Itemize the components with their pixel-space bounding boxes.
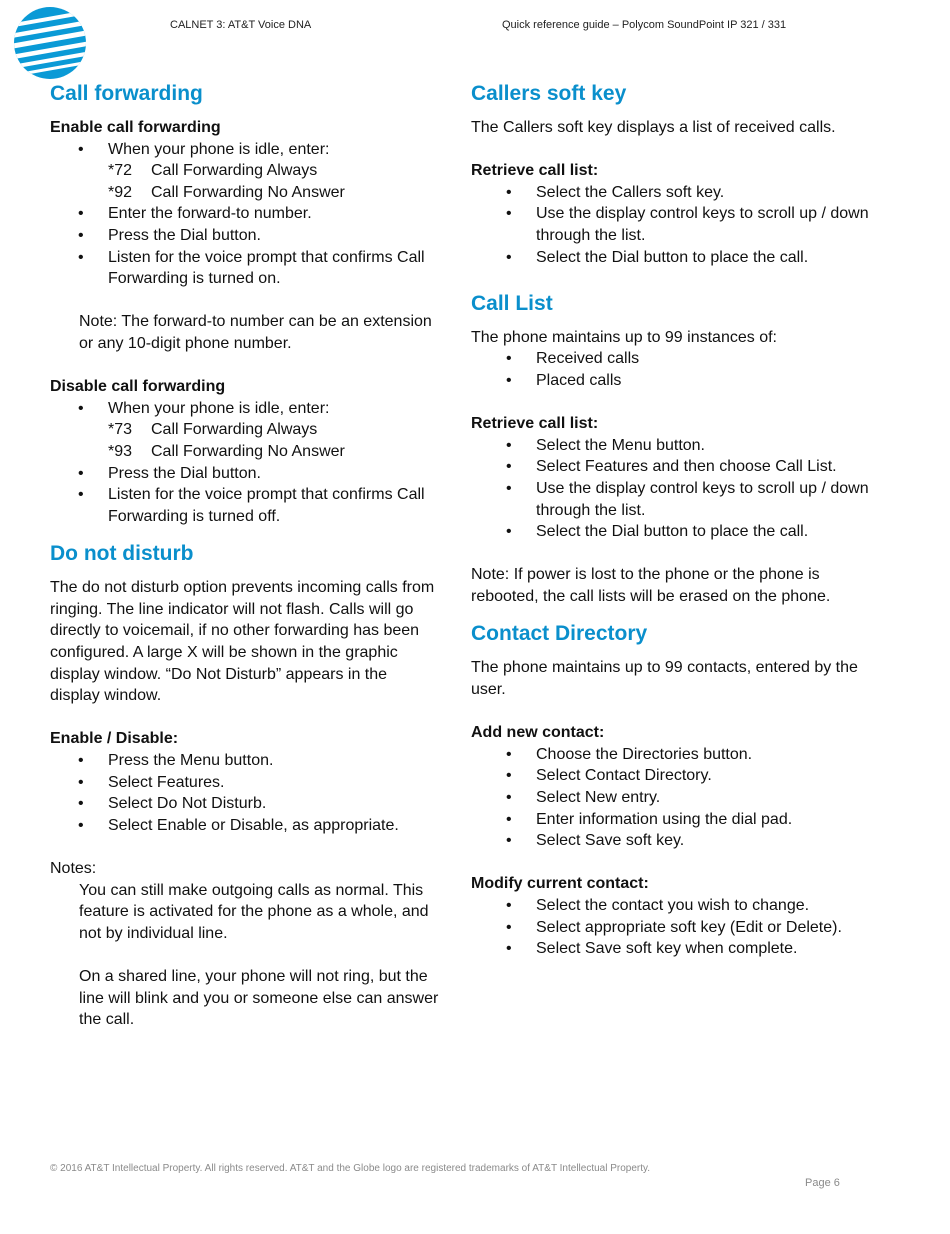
page-number: Page 6	[805, 1177, 840, 1189]
retrieve-call-list-heading: Retrieve call list:	[471, 415, 599, 433]
left-column	[50, 80, 440, 1031]
list-item: • Press the Dial button.	[50, 463, 440, 485]
att-globe-logo	[12, 6, 88, 80]
feature-code-row	[108, 160, 440, 182]
list-item: • Select Contact Directory.	[471, 765, 891, 787]
forwarding-note: Note: The forward-to number can be an extension or any 10-digit phone number.	[79, 313, 432, 352]
dnd-note-outgoing: You can still make outgoing calls as normal. This feature is activated for the phone as a whole, and not by individual line.	[79, 881, 429, 942]
enable-forwarding-list	[50, 139, 440, 290]
idle-instruction: • When your phone is idle, enter:	[108, 399, 330, 417]
header-document-title: CALNET 3: AT&T Voice DNA	[170, 19, 312, 31]
right-column	[471, 80, 891, 960]
feature-code: *92	[108, 183, 133, 201]
list-item: • Use the display control keys to scroll up / down through the list.	[471, 203, 891, 246]
list-item: • Select Features and then choose Call List.	[471, 456, 891, 478]
list-item: • Select the Menu button.	[471, 435, 891, 457]
list-item: • Select Save soft key when complete.	[471, 938, 891, 960]
callers-description: The Callers soft key displays a list of received calls.	[471, 119, 836, 136]
header-guide-title: Quick reference guide – Polycom SoundPoint IP 321 / 331	[502, 19, 787, 31]
list-item: • Press the Dial button.	[50, 225, 440, 247]
call-list-steps	[471, 435, 891, 543]
list-item: • Placed calls	[471, 370, 891, 392]
list-item: • Listen for the voice prompt that confirms Call Forwarding is turned off.	[50, 484, 440, 527]
list-item: • Received calls	[471, 348, 891, 370]
contact-directory-description: The phone maintains up to 99 contacts, entered by the user.	[471, 659, 858, 699]
add-new-contact-heading: Add new contact:	[471, 724, 605, 742]
feature-code-row	[108, 419, 440, 441]
retrieve-call-list-heading: Retrieve call list:	[471, 162, 599, 180]
feature-code-label: Call Forwarding Always	[151, 421, 318, 439]
call-list-title: Call List	[471, 291, 553, 315]
enable-disable-heading: Enable / Disable:	[50, 730, 179, 748]
enable-call-forwarding-heading: Enable call forwarding	[50, 119, 221, 136]
list-item: • Select appropriate soft key (Edit or Delete).	[471, 917, 891, 939]
call-forwarding-title: Call forwarding	[50, 82, 203, 105]
do-not-disturb-title: Do not disturb	[50, 542, 194, 566]
do-not-disturb-description: The do not disturb option prevents incoming calls from ringing. The line indicator will not flash. Calls will go directly to voicemail, if no other forwarding has been configured. A large X will be shown in the graphic display window. “Do Not Disturb” appears in the display window.	[50, 579, 435, 705]
list-item: • Select the Callers soft key.	[471, 182, 891, 204]
list-item: • Select the contact you wish to change.	[471, 895, 891, 917]
list-item: • Select the Dial button to place the call.	[471, 521, 891, 543]
feature-code: *73	[108, 421, 133, 439]
list-item: • Select New entry.	[471, 787, 891, 809]
feature-code: *72	[108, 162, 133, 180]
callers-soft-key-title: Callers soft key	[471, 82, 627, 105]
feature-code-label: Call Forwarding Always	[151, 162, 318, 180]
contact-directory-title: Contact Directory	[471, 622, 648, 646]
idle-instruction: • When your phone is idle, enter:	[108, 140, 330, 158]
feature-code: *93	[108, 442, 133, 460]
add-contact-steps	[471, 744, 891, 852]
list-item: • Select Save soft key.	[471, 830, 891, 852]
list-item: • Select the Dial button to place the call.	[471, 247, 891, 269]
copyright-footer: © 2016 AT&T Intellectual Property. All rights reserved. AT&T and the Globe logo are registered trademarks of AT&T Intellectual Property.	[50, 1163, 651, 1174]
list-item: • Listen for the voice prompt that confirms Call Forwarding is turned on.	[50, 247, 440, 290]
modify-contact-steps	[471, 895, 891, 960]
list-item: • Select Do Not Disturb.	[50, 793, 440, 815]
disable-forwarding-list	[50, 398, 440, 528]
list-item: • Select Enable or Disable, as appropriate.	[50, 815, 440, 837]
modify-contact-heading: Modify current contact:	[471, 875, 649, 893]
list-item	[50, 398, 440, 463]
list-item	[50, 139, 440, 204]
list-item: • Enter the forward-to number.	[50, 203, 440, 225]
feature-code-label: Call Forwarding No Answer	[151, 183, 345, 201]
feature-code-label: Call Forwarding No Answer	[151, 442, 345, 460]
call-list-note: Note: If power is lost to the phone or the phone is rebooted, the call lists will be erased on the phone.	[471, 566, 831, 605]
call-types-list	[471, 348, 891, 391]
list-item: • Choose the Directories button.	[471, 744, 891, 766]
dnd-note-shared-line: On a shared line, your phone will not ring, but the line will blink and you or someone else can answer the call.	[79, 967, 439, 1029]
disable-call-forwarding-heading: Disable call forwarding	[50, 378, 226, 396]
list-item: • Press the Menu button.	[50, 750, 440, 772]
notes-label: Notes:	[50, 860, 97, 877]
list-item: • Use the display control keys to scroll up / down through the list.	[471, 478, 891, 521]
callers-steps	[471, 182, 891, 268]
do-not-disturb-steps	[50, 750, 440, 836]
feature-code-row	[108, 441, 440, 463]
call-list-description: The phone maintains up to 99 instances of:	[471, 328, 777, 346]
list-item: • Select Features.	[50, 772, 440, 794]
list-item: • Enter information using the dial pad.	[471, 809, 891, 831]
feature-code-row	[108, 182, 440, 204]
